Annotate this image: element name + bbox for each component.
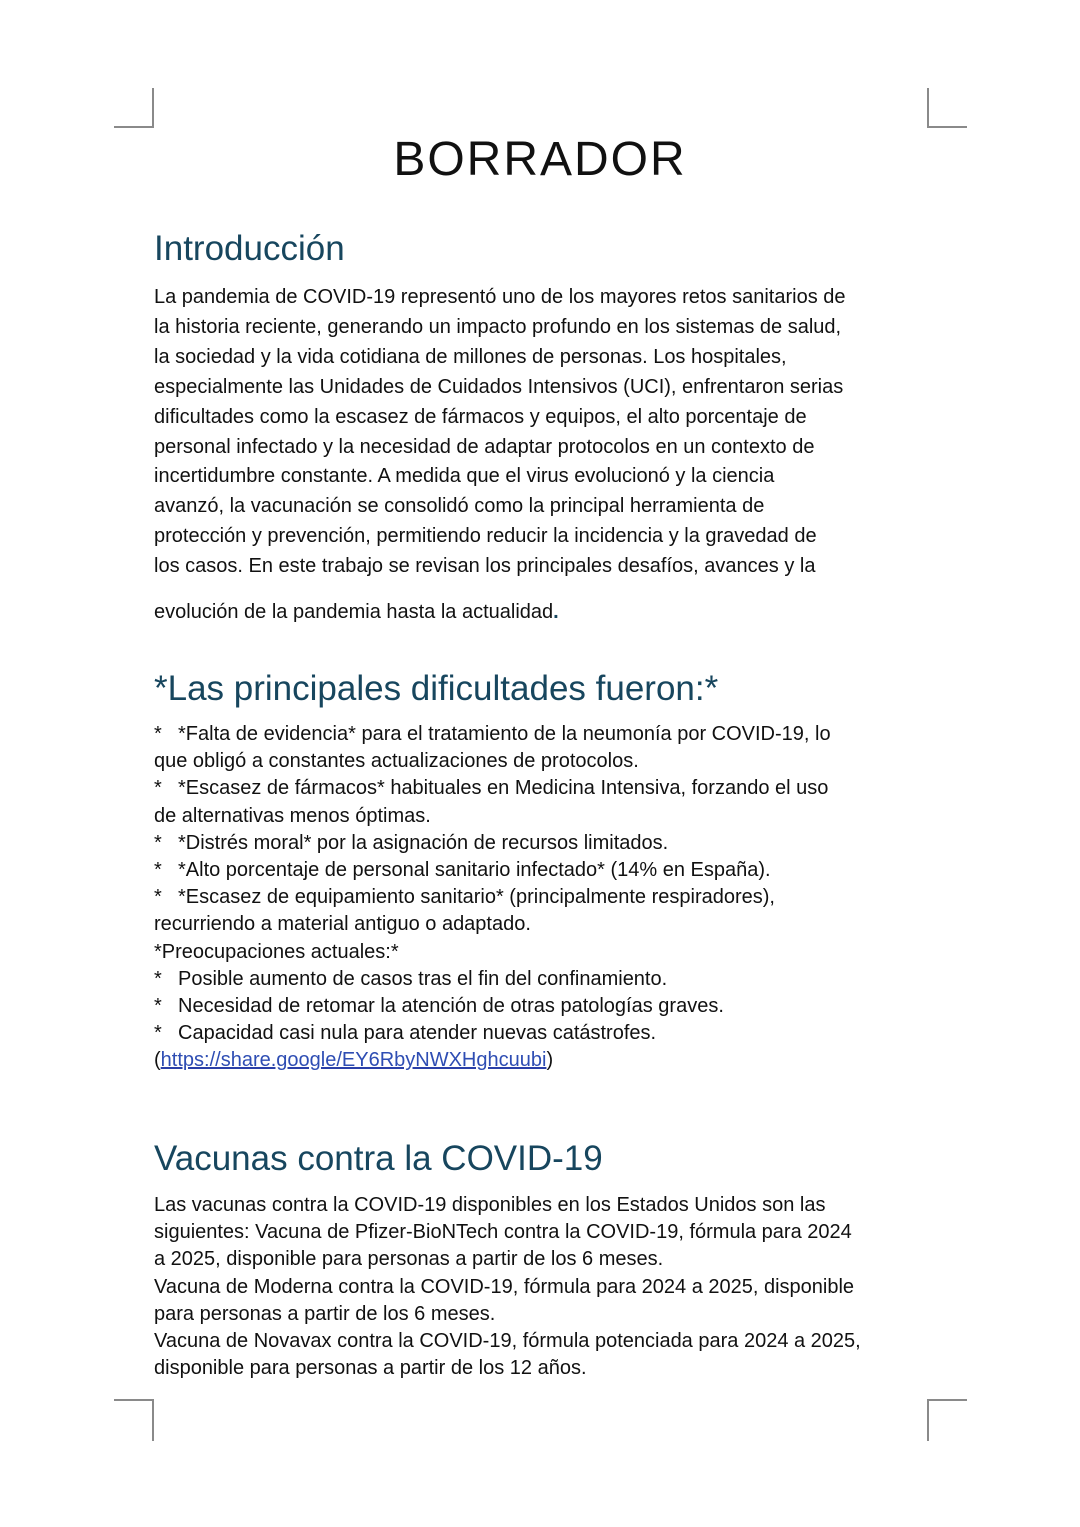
concern-item [154,1020,934,1047]
list-item-text: *Alto porcentaje de personal sanitario infectado* (14% en España). [178,859,771,882]
document-title: BORRADOR [393,133,687,186]
intro-line-text: evolución de la pandemia hasta la actualidad [154,601,554,624]
intro-paragraph [154,283,934,628]
paren-close: ) [546,1049,554,1072]
heading-introduccion: Introducción [154,229,345,268]
intro-line: la historia reciente, generando un impacto profundo en los sistemas de salud, [154,315,842,338]
list-item-continuation: de alternativas menos óptimas. [154,804,431,827]
intro-line: incertidumbre constante. A medida que el virus evolucionó y la ciencia [154,465,775,488]
concern-text: Posible aumento de casos tras el fin del confinamiento. [178,967,668,990]
bullet-asterisk: * [154,859,162,882]
list-item-text: *Escasez de equipamiento sanitario* (principalmente respiradores), [178,886,775,909]
bullet-asterisk: * [154,777,162,800]
concerns-label: *Preocupaciones actuales:* [154,940,399,963]
bullet-asterisk: * [154,1022,162,1045]
intro-line: La pandemia de COVID-19 representó uno de los mayores retos sanitarios de [154,286,846,308]
intro-line: personal infectado y la necesidad de adaptar protocolos en un contexto de [154,435,815,458]
crop-mark-bottom-left [114,1399,154,1441]
intro-line: especialmente las Unidades de Cuidados Intensivos (UCI), enfrentaron serias [154,375,844,398]
concern-text: Necesidad de retomar la atención de otras patologías graves. [178,995,724,1018]
intro-line: la sociedad y la vida cotidiana de millones de personas. Los hospitales, [154,345,787,368]
vaccines-line: para personas a partir de los 6 meses. [154,1302,496,1325]
list-item [154,830,934,857]
vaccines-line: Vacuna de Novavax contra la COVID-19, fórmula potenciada para 2024 a 2025, [154,1330,861,1353]
list-item [154,884,934,911]
crop-mark-top-left [114,88,154,128]
source-link[interactable]: https://share.google/EY6RbyNWXHghcuubi [160,1049,547,1072]
bullet-asterisk: * [154,723,162,745]
vaccines-paragraph [154,1192,934,1382]
vaccines-line: disponible para personas a partir de los 12 años. [154,1357,587,1380]
bullet-asterisk: * [154,886,162,909]
list-item-text: *Escasez de fármacos* habituales en Medicina Intensiva, forzando el uso [178,777,829,800]
vaccines-line: Las vacunas contra la COVID-19 disponibles en los Estados Unidos son las [154,1194,826,1216]
concern-text: Capacidad casi nula para atender nuevas catástrofes. [178,1022,657,1045]
difficulties-list [154,721,934,1075]
list-item-continuation: recurriendo a material antiguo o adaptado. [154,913,531,936]
paren-open: ( [154,1049,161,1072]
intro-line: protección y prevención, permitiendo reducir la incidencia y la gravedad de [154,525,817,548]
list-item-continuation: que obligó a constantes actualizaciones de protocolos. [154,750,639,773]
crop-mark-bottom-right [927,1399,967,1441]
list-item [154,775,934,802]
final-period: . [553,601,559,624]
intro-line: avanzó, la vacunación se consolidó como la principal herramienta de [154,495,765,518]
heading-vacunas: Vacunas contra la COVID-19 [154,1139,603,1178]
intro-line: los casos. En este trabajo se revisan los principales desafíos, avances y la [154,555,816,578]
heading-dificultades: *Las principales dificultades fueron:* [154,669,719,708]
vaccines-line: Vacuna de Moderna contra la COVID-19, fórmula para 2024 a 2025, disponible [154,1275,855,1298]
intro-line-last [154,598,934,628]
concern-item [154,993,934,1020]
bullet-asterisk: * [154,831,162,854]
list-item-text: *Falta de evidencia* para el tratamiento de la neumonía por COVID-19, lo [178,723,831,745]
crop-mark-top-right [927,88,967,128]
vaccines-line: siguientes: Vacuna de Pfizer-BioNTech contra la COVID-19, fórmula para 2024 [154,1221,852,1244]
list-item [154,721,934,748]
source-link-line [154,1047,934,1074]
intro-line: dificultades como la escasez de fármacos y equipos, el alto porcentaje de [154,405,807,428]
vaccines-line: a 2025, disponible para personas a partir de los 6 meses. [154,1248,664,1271]
list-item-text: *Distrés moral* por la asignación de recursos limitados. [178,831,669,854]
bullet-asterisk: * [154,995,162,1018]
concern-item [154,966,934,993]
bullet-asterisk: * [154,967,162,990]
list-item [154,857,934,884]
